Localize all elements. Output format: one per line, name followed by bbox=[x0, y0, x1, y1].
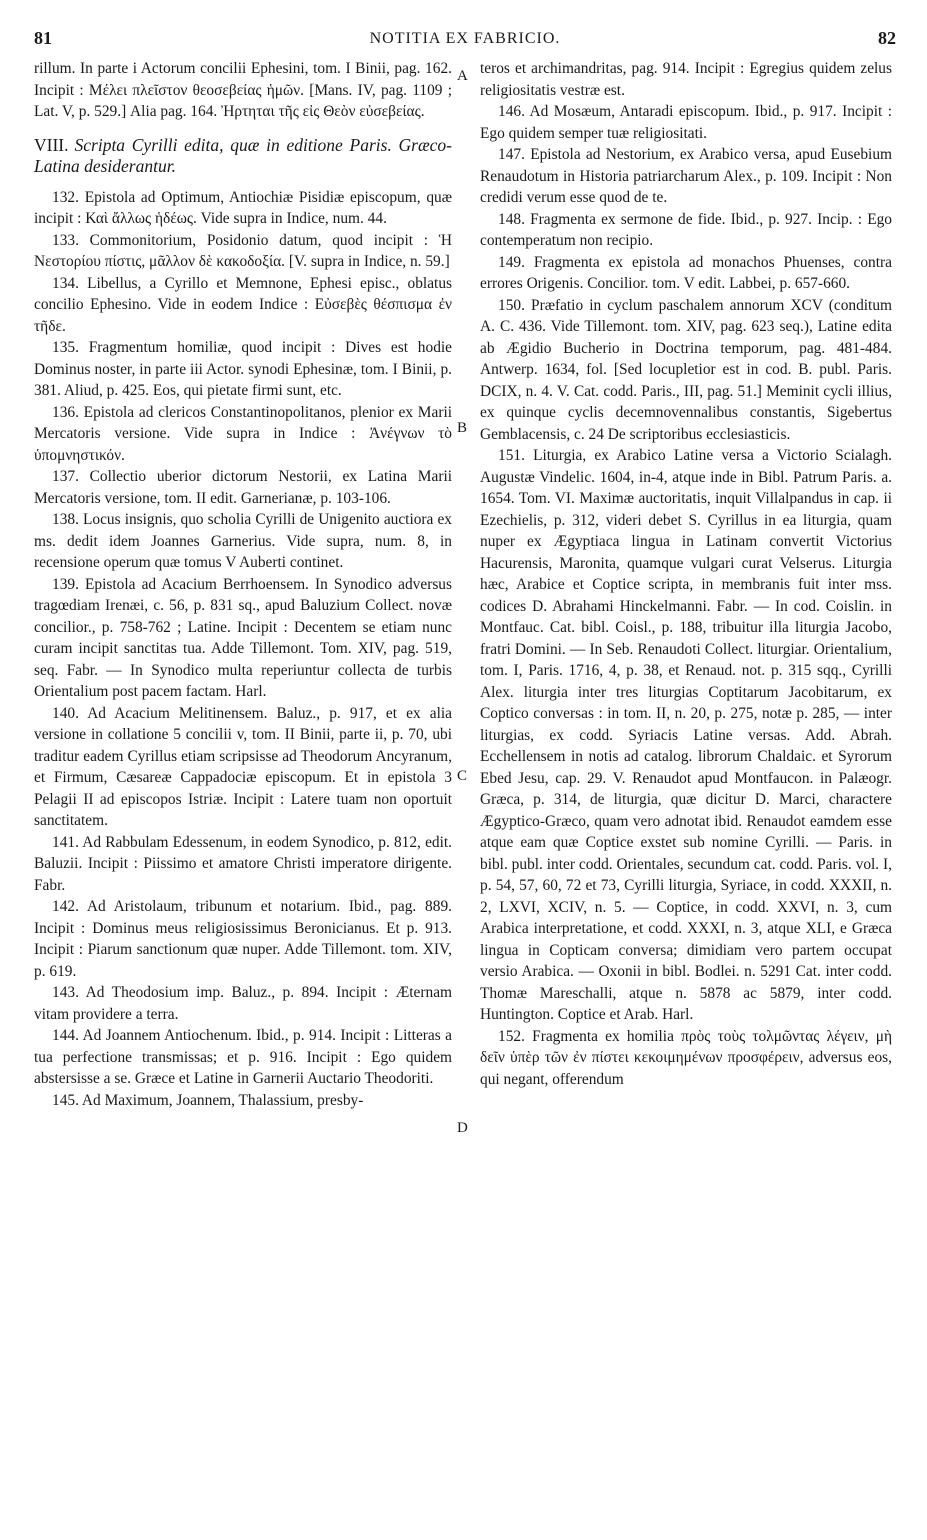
entry-150: 150. Præfatio in cyclum paschalem annorum XCV (conditum A. C. 436. Vide Tillemont. tom. XIV, pag. 623 seq.), Latine edita ab Ægidio Bucherio in Doctrina temporum, pag. 481-484. Antwerp. 1634, fol. [Sed locupletior est in cod. B. publ. Paris. DCIX, n. 4. V. Cat. codd. Paris., III, pag. 51.] Meminit cycli illius, ex quinque cyclis decemnovennalibus constantis, Sigebertus Gemblacensis, c. 24 De scriptoribus ecclesiasticis. bbox=[480, 296, 892, 443]
entry-144: 144. Ad Joannem Antiochenum. Ibid., p. 914. Incipit : Litteras a tua perfectione transmissas; et p. 916. Incipit : Ego quidem abstersisse a se. Græce et Latine in Garnerii Auctario Theodoriti. bbox=[34, 1027, 452, 1087]
section-heading bbox=[34, 135, 452, 177]
entry-132: 132. Epistola ad Optimum, Antiochiæ Pisidiæ episcopum, quæ incipit : Καὶ ἄλλως ἡδέως. Vide supra in Indice, num. 44. bbox=[34, 188, 452, 227]
running-title: NOTITIA EX FABRICIO. bbox=[369, 30, 561, 47]
entry-149: 149. Fragmenta ex epistola ad monachos Phuenses, contra errores Origenis. Concilior. tom. V edit. Labbei, p. 657-660. bbox=[480, 253, 892, 292]
entry-139: 139. Epistola ad Acacium Berrhoensem. In Synodico adversus tragœdiam Irenæi, c. 56, p. 831 sq., apud Baluzium Collect. novæ concilior., p. 758-762 ; Latine. Incipit : Decentem se etiam nunc curam incipit sanctitas tua. Adde Tillemont. Tom. XIV, pag. 519, seq. Fabr. — In Synodico multa reperiuntur collecta de turbis Orientalium post pacem factam. Harl. bbox=[34, 575, 452, 700]
left-column bbox=[34, 58, 452, 1111]
entry-141: 141. Ad Rabbulam Edessenum, in eodem Synodico, p. 812, edit. Baluzii. Incipit : Piissimo et amatore Christi imperatore dirigente. Fabr. bbox=[34, 833, 452, 894]
entry-135: 135. Fragmentum homiliæ, quod incipit : Dives est hodie Dominus noster, in parte iii Actor. synodi Ephesinæ, tom. I Binii, p. 381. Aliud, p. 425. Eos, qui pietate firmi sunt, etc. bbox=[34, 339, 452, 399]
margin-marker-c: C bbox=[457, 768, 468, 784]
entry-151: 151. Liturgia, ex Arabico Latine versa a Victorio Scialagh. Augustæ Vindelic. 1604, in-4, atque inde in Bibl. Patrum Paris. a. 1654. Tom. VI. Maximæ auctoritatis, inquit Villalpandus in cap. ii Ezechielis, p. 312, videri debet S. Cyrillus in ea liturgia, quam nuper ex Ægyptiaca lingua in Latinam convertit Victorius Hacurensis, Maronita, quamque vulgari curat Velserus. Liturgia hæc, Arabice et Coptice scripta, in membranis fuit inter mss. codices D. Abrahami Hinckelmanni. Fabr. — In cod. Coislin. in Montfauc. Cat. bibl. Coisl., p. 188, tribuitur illa liturgia Jacobo, fratri Domini. — In Seb. Renaudoti Collect. liturgiar. Orientalium, tom. I, Paris. 1716, 4, p. 38, et Renaud. not. p. 315 sqq., Cyrilli Alex. liturgia inter tres liturgias Coptitarum Jacobitarum, ex Coptico conversas : in tom. II, n. 20, p. 275, notæ p. 285, — inter liturgias, ex codd. Syriacis Latine versas. Add. Abrah. Ecchellensem in notis ad catalog. librorum Chaldaic. et Syrorum Ebed Jesu, cap. 29. V. Renaudot apud Montfaucon. in Palæogr. Græca, p. 314, de liturgia, quæ dicitur D. Marci, charactere Ægyptico-Græco, quam vero adnotat ibid. Renaudot eamdem esse atque eam quæ Coptice exstet sub nomine Cyrilli. — Paris. in bibl. publ. inter codd. Orientales, secundum cat. codd. Paris. vol. I, p. 54, 57, 60, 72 et 73, Cyrilli liturgia, Syriace, in codd. XXXII, n. 2, LXVI, XCIV, n. 5. — Coptice, in codd. XXVI, n. 3, cum Arabica interpretatione, et codd. XXXI, n. 3, atque XLI, e Græca lingua in Copticam conversa; dimidiam vero partem occupat versio Arabica. — Oxonii in bibl. Bodlei. n. 5291 Cat. inter codd. Thomæ Mareschalli, atque n. 5878 ac 5879, inter codd. Huntington. Coptice et Arab. Harl. bbox=[480, 447, 892, 1023]
entry-138: 138. Locus insignis, quo scholia Cyrilli de Unigenito auctiora ex ms. dedit idem Joannes Garnerius. Vide supra, num. 8, in recensione operum quæ tomus V Auberti continet. bbox=[34, 511, 452, 571]
margin-marker-a: A bbox=[457, 68, 468, 84]
entry-137: 137. Collectio uberior dictorum Nestorii, ex Latina Marii Mercatoris versione, tom. II edit. Garnerianæ, p. 103-106. bbox=[34, 468, 452, 507]
entry-142: 142. Ad Aristolaum, tribunum et notarium. Ibid., pag. 889. Incipit : Dominus meus religiosissimus Beronicianus. Et p. 913. Incipit : Piarum sanctionum quæ nuper. Adde Tillemont. tom. XIV, p. 619. bbox=[34, 898, 452, 980]
section-number: VIII. bbox=[34, 134, 69, 155]
entry-133: 133. Commonitorium, Posidonio datum, quod incipit : Ἡ Νεστορίου πίστις, μᾶλλον δὲ κακοδοξία. [V. supra in Indice, n. 59.] bbox=[34, 231, 452, 270]
entry-152: 152. Fragmenta ex homilia πρὸς τοὺς τολμῶντας λέγειν, μὴ δεῖν ὑπὲρ τῶν ἐν πίστει κεκοιμημένων προσφέρειν, adversus eos, qui negant, offerendum bbox=[480, 1027, 892, 1088]
margin-marker-b: B bbox=[457, 420, 468, 436]
right-column bbox=[480, 58, 892, 1090]
margin-marker-d: D bbox=[457, 1120, 468, 1136]
entry-140: 140. Ad Acacium Melitinensem. Baluz., p. 917, et ex alia versione in collatione 5 concilii v, tom. II Binii, parte ii, p. 70, ubi traditur eadem Cyrillus etiam scripsisse ad Theodorum Ancyranum, et Firmum, Cæsareæ Cappadociæ episcopum. Et in epistola 3 Pelagii II ad episcopos Istriæ. Incipit : Latere tuam non oportuit sanctitatem. bbox=[34, 704, 452, 829]
page-number-left: 81 bbox=[34, 28, 52, 48]
entry-intro: rillum. In parte i Actorum concilii Ephesini, tom. I Binii, pag. 162. Incipit : Μέλει πλεῖστον θεοσεβείας ἡμῶν. [Mans. IV, pag. 1109 ; Lat. V, p. 529.] Alia pag. 164. Ἠρτηται τῆς εἰς Θεὸν εὐσεβείας. bbox=[34, 60, 452, 120]
entry-145-continued: teros et archimandritas, pag. 914. Incipit : Egregius quidem zelus religiositatis vestræ est. bbox=[480, 60, 892, 99]
page-header bbox=[34, 28, 896, 54]
section-title: Scripta Cyrilli edita, quæ in editione Paris. Græco-Latina desiderantur. bbox=[34, 134, 452, 176]
entry-134: 134. Libellus, a Cyrillo et Memnone, Ephesi episc., oblatus concilio Ephesino. Vide in eodem Indice : Εὐσεβὲς θέσπισμα ἐν τῆδε. bbox=[34, 274, 452, 335]
entry-146: 146. Ad Mosæum, Antaradi episcopum. Ibid., p. 917. Incipit : Ego quidem semper tuæ religiositati. bbox=[480, 103, 892, 142]
entry-136: 136. Epistola ad clericos Constantinopolitanos, plenior ex Marii Mercatoris versione. Vide supra in Indice : Ἀνέγνων τὸ ὑπομνηστικόν. bbox=[34, 403, 452, 464]
entry-148: 148. Fragmenta ex sermone de fide. Ibid., p. 927. Incip. : Ego contemperatum non recipio. bbox=[480, 210, 892, 249]
entry-145: 145. Ad Maximum, Joannem, Thalassium, presby- bbox=[52, 1091, 364, 1109]
entry-147: 147. Epistola ad Nestorium, ex Arabico versa, apud Eusebium Renaudotum in Historia patriarcharum Alex., p. 109. Incipit : Non credidi verum esse quod de te. bbox=[480, 146, 892, 206]
entry-143: 143. Ad Theodosium imp. Baluz., p. 894. Incipit : Æternam vitam providere a terra. bbox=[34, 984, 452, 1023]
page-number-right: 82 bbox=[878, 28, 896, 48]
